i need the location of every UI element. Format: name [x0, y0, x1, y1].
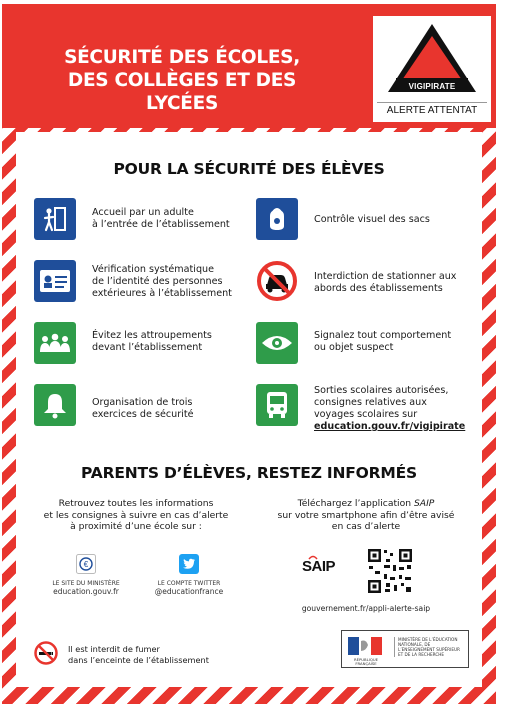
saip-logo-text: SAIP: [302, 558, 336, 575]
item-adult-welcome: [92, 207, 252, 231]
saip-logo: [302, 558, 335, 575]
item-identity-check: [92, 264, 252, 300]
item-school-trips: [314, 385, 474, 433]
saip-download-text: [256, 498, 476, 533]
no-smoking-icon: [34, 641, 58, 665]
crowd-icon: [34, 322, 76, 364]
item-report-suspicious: [314, 330, 474, 354]
saip-prefix: Téléchargez l’application: [297, 498, 414, 509]
twitter-handle: @educationfrance: [154, 587, 224, 596]
title-line-1: SÉCURITÉ DES ÉCOLES,: [64, 47, 300, 68]
saip-download-line: [256, 498, 476, 510]
vigipirate-link[interactable]: education.gouv.fr/vigipirate: [314, 421, 466, 432]
twitter-caption: LE COMPTE TWITTER: [157, 580, 221, 587]
ministry-caption: LE SITE DU MINISTÈRE: [52, 580, 120, 587]
item-line: abords des établissements: [314, 283, 443, 294]
item-line: Accueil par un adulte: [92, 207, 194, 218]
title-line-2: DES COLLÈGES ET DES LYCÉES: [67, 70, 297, 114]
bus-icon: [256, 384, 298, 426]
item-line: voyages scolaires sur: [314, 409, 418, 420]
poster-title: [32, 46, 332, 115]
vigipirate-label: VIGIPIRATE: [408, 82, 456, 91]
security-section-title: POUR LA SÉCURITÉ DES ÉLÈVES: [113, 160, 385, 178]
parents-info-line: à proximité d’une école sur :: [70, 521, 202, 532]
item-line: Vérification systématique: [92, 264, 215, 275]
item-no-parking: [314, 271, 474, 295]
marianne-logo-icon: [348, 637, 382, 655]
saip-url[interactable]: gouvernement.fr/appli-alerte-saip: [301, 604, 431, 613]
twitter-icon: [179, 554, 199, 574]
eye-icon: [256, 322, 298, 364]
door-person-icon: [34, 198, 76, 240]
item-line: devant l’établissement: [92, 342, 203, 353]
republic-text: RÉPUBLIQUE FRANÇAISE: [353, 657, 379, 666]
item-line: Interdiction de stationner aux: [314, 271, 457, 282]
bag-icon: [256, 198, 298, 240]
item-line: Sorties scolaires autorisées,: [314, 385, 449, 396]
item-line: exercices de sécurité: [92, 409, 194, 420]
alert-level-label: ALERTE ATTENTAT: [377, 102, 487, 116]
bell-icon: [34, 384, 76, 426]
saip-download-line: en cas d’alerte: [331, 521, 401, 532]
svg-text:€: €: [83, 560, 89, 569]
qr-code-icon[interactable]: [366, 547, 414, 595]
item-line: Signalez tout comportement: [314, 330, 452, 341]
item-line: consignes relatives aux: [314, 397, 427, 408]
saip-app-name: SAIP: [413, 498, 435, 509]
no-smoking-line: dans l’enceinte de l’établissement: [68, 654, 209, 665]
vigipirate-logo: [373, 16, 491, 122]
parents-section-title: PARENTS D’ÉLÈVES, RESTEZ INFORMÉS: [81, 464, 417, 482]
item-avoid-gatherings: [92, 330, 252, 354]
ministry-footer-logo: [341, 630, 469, 668]
item-line: extérieures à l’établissement: [92, 288, 232, 299]
item-bag-check: [314, 214, 474, 226]
saip-download-line: sur votre smartphone afin d’être avisé: [277, 509, 455, 521]
no-smoking-line: Il est interdit de fumer: [68, 644, 160, 654]
ministry-site-url: education.gouv.fr: [53, 587, 119, 596]
poster: [2, 4, 496, 704]
id-card-icon: [34, 260, 76, 302]
content-area: [16, 132, 482, 687]
item-line: ou objet suspect: [314, 342, 394, 353]
ministry-name-text: MINISTÈRE DE L’ÉDUCATION NATIONALE, DE L’ENSEIGNEMENT SUPÉRIEUR ET DE LA RECHERCHE: [394, 637, 466, 657]
parents-info-line: et les consignes à suivre en cas d’alerte: [43, 509, 229, 521]
item-line: de l’identité des personnes: [92, 276, 223, 287]
ministry-logo-icon: [76, 554, 96, 574]
saip-wave-icon: [308, 554, 318, 560]
no-parking-car-icon: [256, 260, 298, 302]
item-line: à l’entrée de l’établissement: [92, 219, 230, 230]
parents-info-line: Retrouvez toutes les informations: [58, 498, 214, 509]
parents-info-text: [26, 498, 246, 533]
item-line: Évitez les attroupements: [92, 330, 212, 341]
item-safety-drills: [92, 397, 252, 421]
header-banner: [2, 4, 496, 128]
no-smoking-notice: [68, 644, 209, 665]
item-line: Organisation de trois: [92, 397, 193, 408]
item-line: Contrôle visuel des sacs: [314, 214, 430, 225]
